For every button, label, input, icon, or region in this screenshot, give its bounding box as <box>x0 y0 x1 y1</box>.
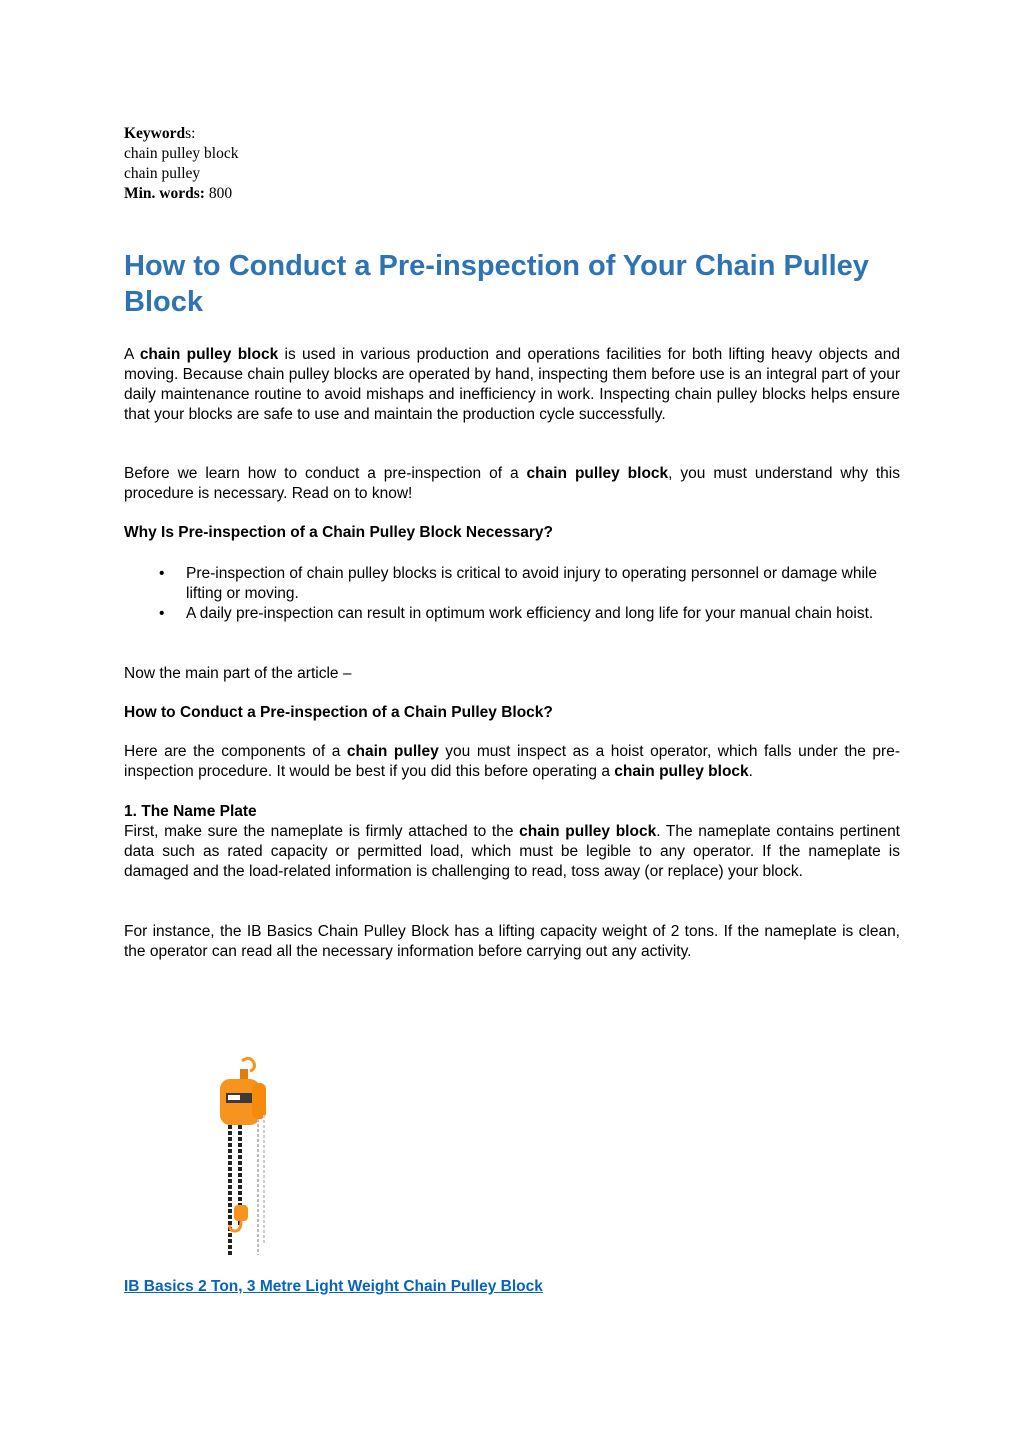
now-main-paragraph: Now the main part of the article – <box>124 665 352 682</box>
how-heading: How to Conduct a Pre-inspection of a Chain Pulley Block? <box>124 704 553 721</box>
nameplate-paragraph: First, make sure the nameplate is firmly attached to the chain pulley block. The nameplate contains pertinent data such as rated capacity or permitted load, which must be legible to any operator. If the nameplate is damaged and the load-related information is challenging to read, toss away (or replace) your block. <box>124 823 900 880</box>
components-paragraph: Here are the components of a chain pulley you must inspect as a hoist operator, which falls under the pre-inspection procedure. It would be best if you did this before operating a chain pulley block. <box>124 743 900 780</box>
keyword-item: chain pulley <box>124 165 201 182</box>
nameplate-heading: 1. The Name Plate <box>124 803 257 820</box>
why-bullet-list <box>124 564 900 624</box>
list-item: • Pre-inspection of chain pulley blocks is critical to avoid injury to operating personnel or damage while lifting or moving. <box>159 565 877 602</box>
chain-hoist-image <box>212 1055 282 1260</box>
keyword-item: chain pulley block <box>124 145 239 162</box>
list-item: • A daily pre-inspection can result in optimum work efficiency and long life for your manual chain hoist. <box>159 605 874 622</box>
before-paragraph: Before we learn how to conduct a pre-inspection of a chain pulley block, you must understand why this procedure is necessary. Read on to know! <box>124 465 901 502</box>
page-title: How to Conduct a Pre-inspection of Your Chain Pulley Block <box>124 250 869 318</box>
intro-paragraph: A chain pulley block is used in various production and operations facilities for both lifting heavy objects and moving. Because chain pulley blocks are operated by hand, inspecting them before use is an integral part of your daily maintenance routine to avoid mishaps and inefficiency in work. Inspecting chain pulley blocks helps ensure that your blocks are safe to use and maintain the production cycle successfully. <box>124 346 900 423</box>
chain-hoist-icon <box>212 1055 282 1260</box>
keywords-label: Keywords: <box>124 125 196 142</box>
min-words: Min. words: 800 <box>124 185 233 202</box>
product-link[interactable]: IB Basics 2 Ton, 3 Metre Light Weight Chain Pulley Block <box>124 1278 543 1295</box>
bullet-icon: • <box>159 605 165 622</box>
bullet-icon: • <box>159 565 165 582</box>
instance-paragraph: For instance, the IB Basics Chain Pulley Block has a lifting capacity weight of 2 tons. If the nameplate is clean, the operator can read all the necessary information before carrying out any activity. <box>124 923 900 960</box>
why-heading: Why Is Pre-inspection of a Chain Pulley Block Necessary? <box>124 524 553 541</box>
keywords-block <box>124 124 239 204</box>
